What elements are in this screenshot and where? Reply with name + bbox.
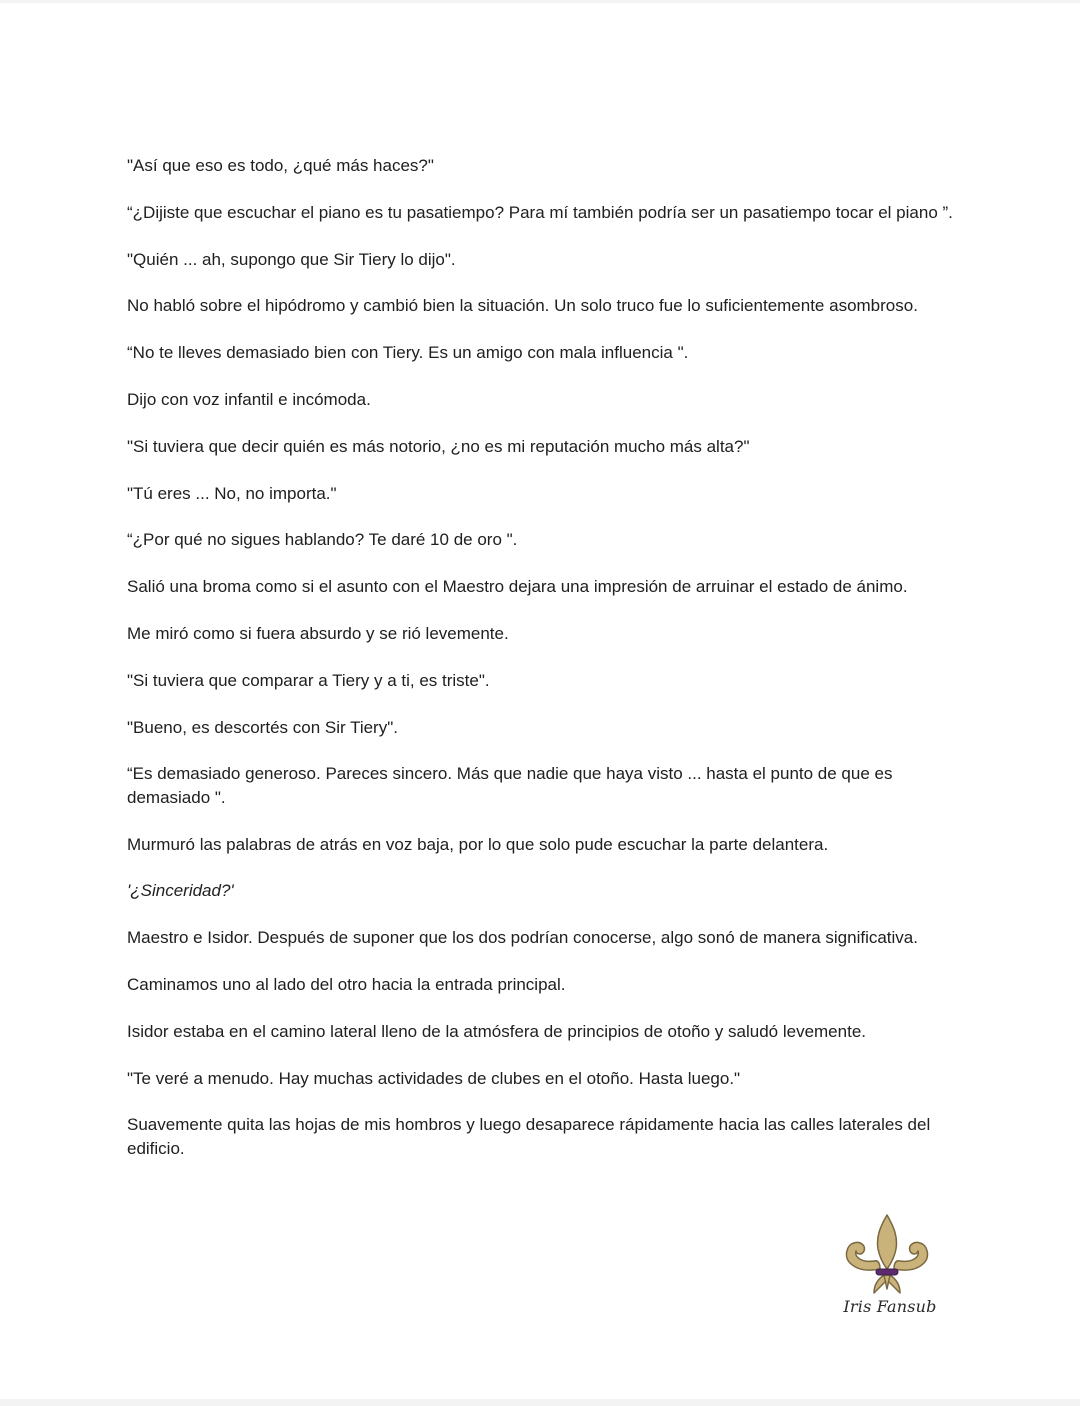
document-page: [0, 3, 1080, 1399]
italic-thought: '¿Sinceridad?': [127, 881, 234, 901]
document-body: [127, 154, 957, 1184]
paragraph: Caminamos uno al lado del otro hacia la entrada principal.: [127, 975, 566, 995]
paragraph: Suavemente quita las hojas de mis hombros y luego desaparece rápidamente hacia las calles laterales del edificio.: [127, 1115, 931, 1158]
paragraph: "Te veré a menudo. Hay muchas actividades de clubes en el otoño. Hasta luego.": [127, 1068, 741, 1088]
paragraph: "Así que eso es todo, ¿qué más haces?": [127, 156, 434, 175]
paragraph: “Es demasiado generoso. Pareces sincero. Más que nadie que haya visto ... hasta el punto de que es demasiado ".: [127, 764, 893, 807]
paragraph: Salió una broma como si el asunto con el Maestro dejara una impresión de arruinar el estado de ánimo.: [127, 577, 908, 597]
paragraph: Dijo con voz infantil e incómoda.: [127, 389, 371, 409]
paragraph: Me miró como si fuera absurdo y se rió levemente.: [127, 623, 509, 643]
paragraph: "Tú eres ... No, no importa.": [127, 483, 337, 503]
iris-fansub-logo: [840, 1213, 940, 1323]
paragraph: Murmuró las palabras de atrás en voz baja, por lo que solo pude escuchar la parte delantera.: [127, 834, 829, 854]
paragraph: "Quién ... ah, supongo que Sir Tiery lo dijo".: [127, 249, 456, 269]
fleur-de-lis-icon: [840, 1213, 940, 1295]
paragraph: "Bueno, es descortés con Sir Tiery".: [127, 717, 398, 737]
paragraph: “¿Por qué no sigues hablando? Te daré 10 de oro ".: [127, 530, 518, 550]
paragraph: Isidor estaba en el camino lateral lleno de la atmósfera de principios de otoño y saludó levemente.: [127, 1021, 866, 1041]
paragraph: Maestro e Isidor. Después de suponer que los dos podrían conocerse, algo sonó de manera significativa.: [127, 928, 918, 948]
logo-text: Iris Fansub: [843, 1297, 937, 1316]
paragraph: No habló sobre el hipódromo y cambió bien la situación. Un solo truco fue lo suficientemente asombroso.: [127, 296, 918, 316]
paragraph: “¿Dijiste que escuchar el piano es tu pasatiempo? Para mí también podría ser un pasatiempo tocar el piano ”.: [127, 202, 953, 222]
paragraph: "Si tuviera que decir quién es más notorio, ¿no es mi reputación mucho más alta?": [127, 436, 750, 456]
paragraph: "Si tuviera que comparar a Tiery y a ti, es triste".: [127, 670, 490, 690]
paragraph: “No te lleves demasiado bien con Tiery. Es un amigo con mala influencia ".: [127, 343, 689, 363]
